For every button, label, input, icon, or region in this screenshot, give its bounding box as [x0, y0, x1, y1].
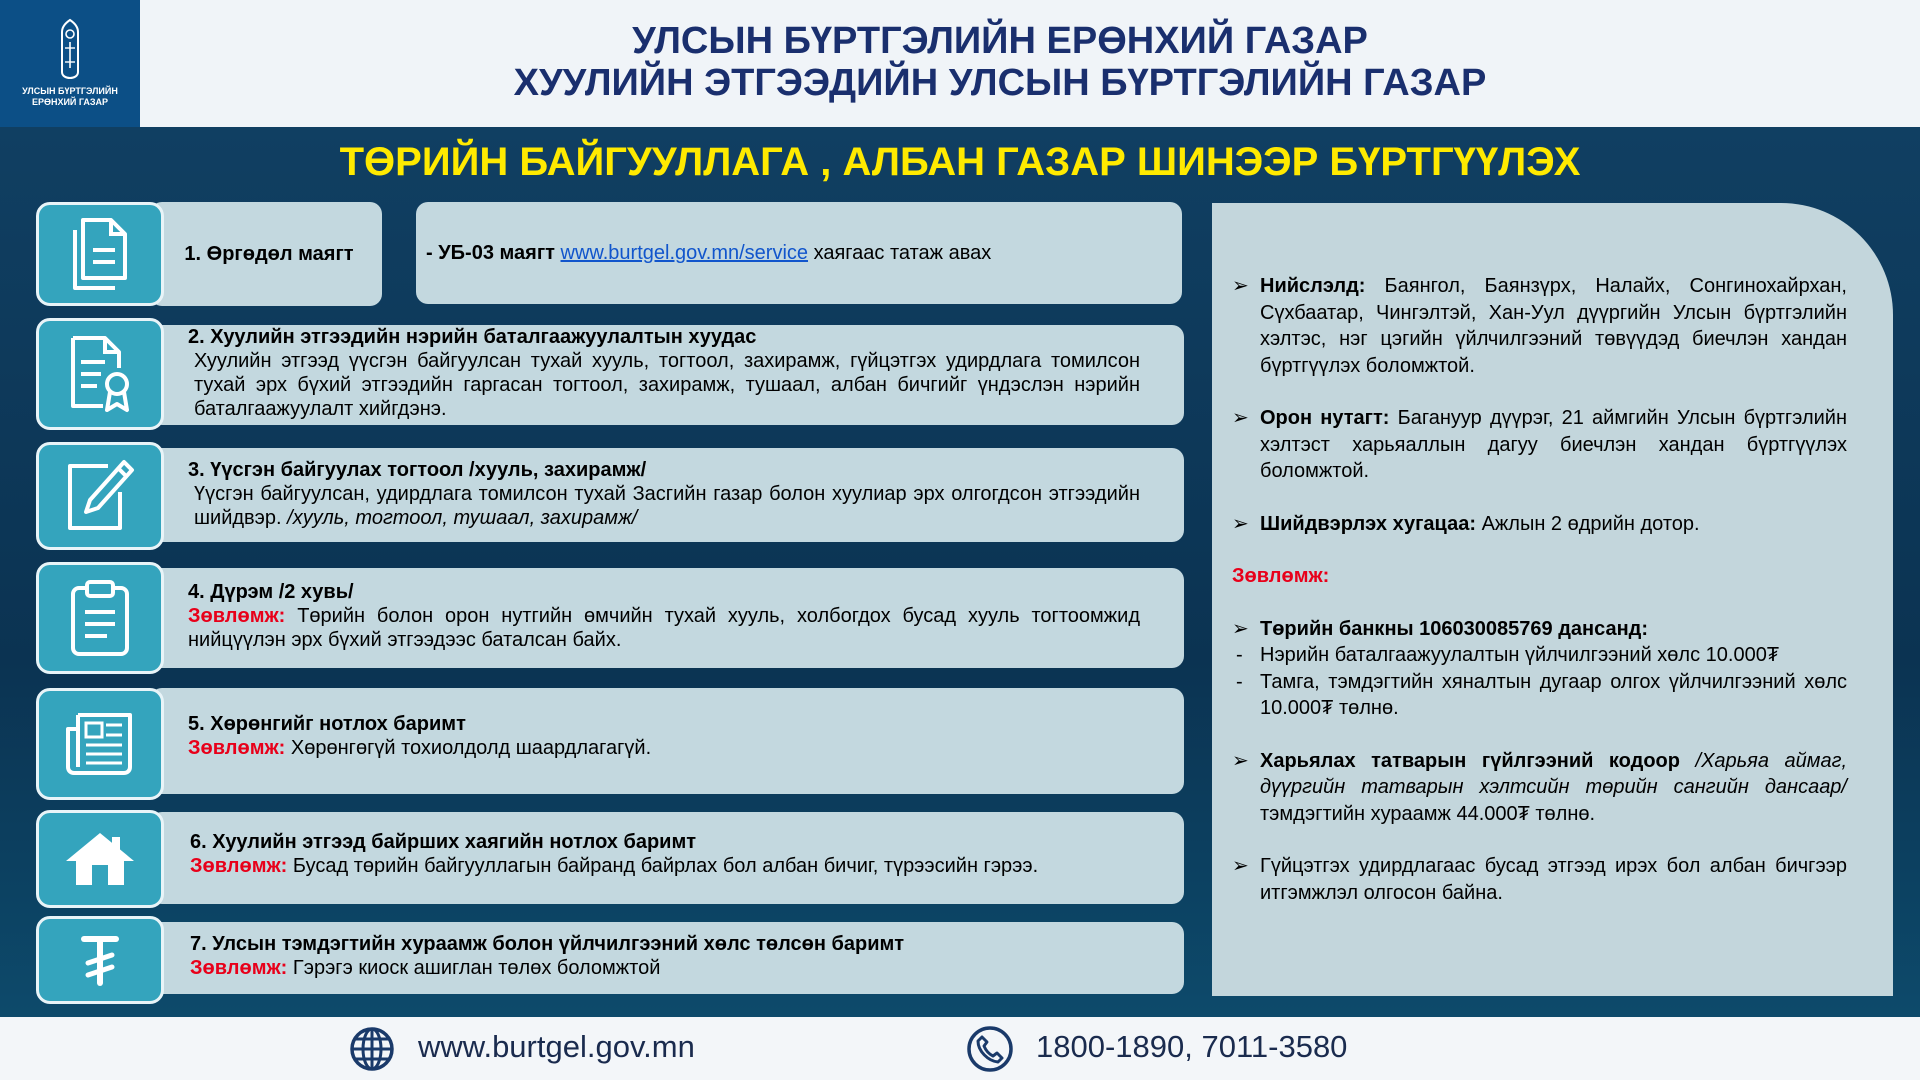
info-other [1232, 853, 1847, 906]
item-5-desc: Хөрөнгөгүй тохиолдолд шаардлагагүй. [290, 737, 652, 759]
info-advice-label: Зөвлөмж: [1232, 565, 1330, 587]
logo [0, 0, 140, 127]
item-5-box [150, 688, 1184, 794]
info-time-label: Шийдвэрлэх хугацаа: [1260, 512, 1476, 535]
phone-icon [966, 1025, 1014, 1073]
arrow-bullet-icon: ➢ [1232, 275, 1249, 297]
item-3-desc-italic: /хууль, тогтоол, тушаал, захирамж/ [287, 507, 638, 529]
info-other-text: Гүйцэтгэх удирдлагаас бусад этгээд ирэх бол албан бичгээр итгэмжлэл олгосон байна. [1260, 855, 1847, 904]
item-1-title: 1. Өргөдөл маягт [184, 243, 354, 265]
item-2-icon-box [36, 318, 164, 430]
edit-document-icon [64, 458, 136, 534]
arrow-bullet-icon: ➢ [1232, 407, 1249, 429]
page-subtitle: ТӨРИЙН БАЙГУУЛЛАГА , АЛБАН ГАЗАР ШИНЭЭР БҮРТГҮҮЛЭХ [339, 140, 1581, 184]
item-7-desc-wrap [188, 956, 1140, 980]
footer-phone: 1800-1890, 7011-3580 [1036, 1029, 1348, 1064]
arrow-bullet-icon: ➢ [1232, 512, 1249, 535]
state-registration-emblem-icon [58, 18, 82, 80]
item-4-desc-wrap [186, 604, 1140, 652]
item-4-box [150, 568, 1184, 668]
clipboard-icon [67, 578, 133, 658]
item-4-icon-box [36, 562, 164, 674]
item-2-box [150, 325, 1184, 425]
item-3-desc: Үүсгэн байгуулсан, удирдлага томилсон тухай Засгийн газар болон хуулиар эрх олгогдсон этгээдийн шийдвэр. [194, 483, 1140, 529]
info-capital-label: Нийслэлд: [1260, 275, 1366, 297]
item-3-icon-box [36, 442, 164, 550]
item-1-title-box [150, 202, 382, 306]
info-tax-text: тэмдэгтийн хураамж 44.000₮ төлнө. [1260, 802, 1596, 825]
item-1-form-name: - УБ-03 маягт [426, 242, 555, 264]
item-2-desc: Хуулийн этгээд үүсгэн байгуулсан тухай хууль, тогтоол, захирамж, гүйцэтгэх удирдлага томилсон тухай эрх бүхий этгээдийн гаргасан тогтоол, захирамж, тушаал, албан бичгийг үндэслэн нэрийн баталгаажуулалт хийгдэнэ. [194, 350, 1140, 420]
item-3-desc-wrap [186, 482, 1140, 530]
documents-icon [65, 216, 135, 292]
item-5-title: 5. Хөрөнгийг нотлох баримт [188, 713, 466, 735]
item-5-advice-label: Зөвлөмж: [188, 737, 286, 759]
item-7-title: 7. Улсын тэмдэгтийн хураамж болон үйлчилгээний хөлс төлсөн баримт [190, 933, 905, 955]
item-1-desc: хаягаас татаж авах [813, 242, 992, 264]
globe-icon [348, 1025, 396, 1073]
footer-website[interactable]: www.burtgel.gov.mn [418, 1029, 695, 1064]
info-capital-text: Баянгол, Баянзүрх, Налайх, Сонгинохайрхан, Сүхбаатар, Чингэлтэй, Хан-Уул дүүргийн Улсын бүртгэлийн хэлтэс, нэг цэгийн үйлчилгээний төвүүдэд биечлэн хандан бүртгүүлэх боломжтой. [1260, 275, 1847, 377]
newspaper-icon [64, 709, 136, 779]
logo-line1: УЛСЫН БҮРТГЭЛИЙН [22, 86, 118, 96]
info-panel [1212, 203, 1893, 996]
info-rural-label: Орон нутагт: [1260, 407, 1390, 429]
info-bank-item-2: - Тамга, тэмдэгтийн хяналтын дугаар олгох үйлчилгээний хөлс 10.000₮ төлнө. [1236, 670, 1847, 719]
item-3-title: 3. Үүсгэн байгуулах тогтоол /хууль, захирамж/ [188, 459, 647, 481]
item-1-icon-box [36, 202, 164, 306]
logo-line2: ЕРӨНХИЙ ГАЗАР [31, 97, 109, 107]
item-7-box [150, 922, 1184, 994]
item-4-advice-label: Зөвлөмж: [188, 605, 286, 627]
info-capital [1232, 273, 1847, 379]
item-6-icon-box [36, 810, 164, 908]
item-6-desc-wrap [188, 854, 1140, 878]
certificate-icon [65, 334, 135, 414]
item-6-advice-label: Зөвлөмж: [190, 855, 288, 877]
header-title-line2: ХУУЛИЙН ЭТГЭЭДИЙН УЛСЫН БҮРТГЭЛИЙН ГАЗАР [513, 62, 1487, 104]
info-bank-item-2-text: Тамга, тэмдэгтийн хяналтын дугаар олгох үйлчилгээний хөлс 10.000₮ төлнө. [1260, 670, 1847, 719]
arrow-bullet-icon: ➢ [1232, 855, 1249, 877]
item-4-title: 4. Дүрэм /2 хувь/ [188, 581, 354, 603]
item-4-desc: Төрийн болон орон нутгийн өмчийн тухай хууль, холбогдох бусад хууль тогтоомжид нийцүүлэн эрх бүхий этгээдээс баталсан байх. [188, 605, 1140, 651]
info-rural-text: Багануур дүүрэг, 21 аймгийн Улсын бүртгэлийн хэлтэст харьяаллын дагуу биечлэн хандан бүртгүүлэх боломжтой. [1260, 407, 1848, 482]
footer [0, 1017, 1920, 1080]
arrow-bullet-icon: ➢ [1232, 749, 1249, 772]
info-bank-item-1: - Нэрийн баталгаажуулалтын үйлчилгээний хөлс 10.000₮ [1236, 644, 1780, 666]
item-6-box [150, 812, 1184, 904]
item-2-title: 2. Хуулийн этгээдийн нэрийн баталгаажуулалтын хуудас [188, 326, 757, 348]
info-tax [1232, 748, 1847, 828]
item-5-icon-box [36, 688, 164, 800]
arrow-bullet-icon: ➢ [1232, 617, 1249, 640]
header [0, 0, 1920, 127]
info-bank-label: Төрийн банкны 106030085769 дансанд: [1260, 617, 1649, 640]
home-icon [64, 829, 136, 889]
item-7-icon-box [36, 916, 164, 1004]
item-5-desc-wrap [186, 736, 1140, 760]
info-tax-italic: /Харьяа аймаг, дүүргийн татварын хэлтсийн төрийн сангийн дансаар/ [1260, 749, 1847, 798]
info-time [1232, 511, 1847, 538]
item-7-advice-label: Зөвлөмж: [190, 957, 288, 979]
info-rural [1232, 405, 1847, 485]
info-tax-label: Харьялах татварын гүйлгээний кодоор [1260, 749, 1680, 772]
item-6-title: 6. Хуулийн этгээд байрших хаягийн нотлох баримт [190, 831, 697, 853]
info-bank [1232, 616, 1847, 643]
item-7-desc: Гэрэгэ киоск ашиглан төлөх боломжтой [292, 957, 661, 979]
info-time-text: Ажлын 2 өдрийн дотор. [1481, 512, 1700, 535]
info-bank-item-1-text: Нэрийн баталгаажуулалтын үйлчилгээний хөлс 10.000₮ [1260, 644, 1780, 666]
item-1-desc-box [416, 202, 1182, 304]
header-title-line1: УЛСЫН БҮРТГЭЛИЙН ЕРӨНХИЙ ГАЗАР [632, 20, 1368, 62]
service-link[interactable]: www.burtgel.gov.mn/service [560, 242, 809, 264]
tugrik-icon [80, 933, 120, 987]
item-6-desc: Бусад төрийн байгууллагын байранд байрлах бол албан бичиг, түрээсийн гэрээ. [292, 855, 1039, 877]
item-3-box [150, 448, 1184, 542]
